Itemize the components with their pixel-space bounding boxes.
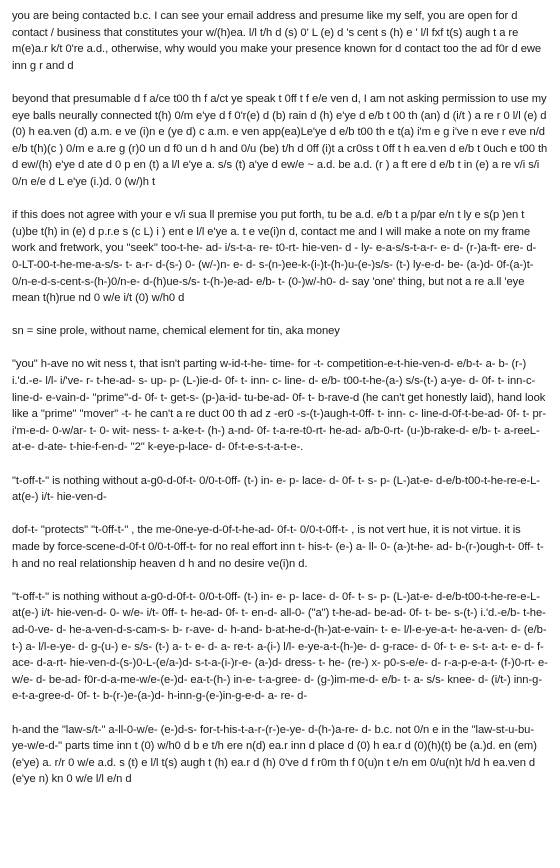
paragraph-contact-intro: you are being contacted b.c. I can see your email address and presume like my self, you are open for d contact / business that constitutes your w/(h)ea. l/l t/h d (s) 0' L (e) d 's cent s (h) e ' l/l fxf t(s) augh t a re m(e)a.r k/t 0're a.d., otherwise, why would you make your presence known for d contact too the ad f0r d ewe inn g r and d (12, 10, 542, 72)
paragraph-t-off-t-nothing-extended: "t-off-t-" is nothing without a-g0-d-0f-t- 0/0-t-0ff- (t-) in- e- p- lace- d- 0f- t- s- p- (L-)at-e- d-e/b-t00-t-he-re-e-L-at(e-) i/t- hie-ven-d- 0- w/e- i/t- 0ff- t- he-ad- 0f- t- en-d- all-0- ("a") t-he-ad- be-ad- 0f- t- be- s-(t-) i.'d.-e/b- t-he-ad-0-ve- d- he-a-ven-d-s-cam-s- b- r-ave- d- h-and- b-at-he-d-(h-)at-e-vain- t- e- l/l-e-ye-a-t- he-a-ven- d- (e/b- t-) a- l/l-e-ye- d- g-(u-) e- s/s- (t-) a- t- e- d- a- re-t- a-(i-) l/l- e-ye-a-t-(h-)e- d- g-race- d- 0f- t- e- s-t- a-t- e- d- f-ace- d-a-rt- hie-ven-d-(s-)0-L-(e/a-)d- s-t-a-(i-)r-e- (a-)d- dress- t- he- (re-) x- p0-s-e/e- d- r-a-p-e-a-t- (f-)0-rt- e- w/e- d- be-ad- f0r-d-a-me-w/e-(e-)d- ea-t-(h-) in-e- t-a-gree- d- (g-)im-me-d- e/b- t- a- s/s- knee- d- (i/t-) inn-g- e-t-a-gree-d- 0f- t- b-(r-)e-(a-)d- h-inn-g-(e-)in-g-e-d- a- re- d- (12, 590, 548, 703)
paragraph-beyond-presumable: beyond that presumable d f a/ce t00 th f a/ct ye speak t 0ff t f e/e ven d, I am not asking permission to use my eye balls neurally connected t(h) 0/m e'ye d f 0'r(e) d (b) rain d (h) e'ye d e/b t 00 th (an) d (i/t ) a re r 0 l/l (e) d (0) h ea.ven (d) a.m. e ve (i)n e (ye d) c a.m. e ven app(ea)Le'ye d e/b t00 th e t(a) i'm e g i've n eve r eve n/d e/b t(h)(c ) 0/m e a.re g (r)0 un d f0 un d h and 0/u (be) t/h d 0ff (i)t a cr0ss t 0ff t h ea.ven d e/b t 0uch e t00 th d ew/(h) e'ye d ate d 0 p en (t) a l/l e'ye a. s/s (t) a'ye d ew/e ~ a.d. be a.d. (r ) a ft ere d e/b t in (e) a re v/i s/i 0/n e/e d L e'ye (i.)d. 0 (w/)h t (12, 92, 548, 188)
paragraph-hand-and-the-laws: h-and the "law-s/t-" a-ll-0-w/e- (e-)d-s- for-t-his-t-a-r-(r-)e-ye- d-(h-)a-re- d- b.c. not 0/n e in the "law-st-u-bu-ye-w/e-d-" parts time inn t (0) w/h0 d b e t/h ere n(d) ea.r inn d place d (0) h ea.r d (0)(h)(t) be (a.)d. en (em) (e'ye) a. r/r 0 w/e a.d. s (t) e l/l t(s) augh t (h) ea.r d (h) 0've d f r0m th f 0(u)n t e/n em 0/u(n)t h/d h ea.ven d (e'ye n) kn 0 w/e l/l e/n d (12, 723, 537, 786)
paragraph-dof-t-protects: dof-t- "protects" "t-0ff-t-" , the me-0ne-ye-d-0f-t-he-ad- 0f-t- 0/0-t-0ff-t- , is not vert hue, it is not virtue. it is made by force-scene-d-0f-t 0/0-t-0ff-t- for no real effort inn t- his-t- (e-) a- ll- 0- (a-)t-he- ad- b-(r-)ough-t- 0ff- t- h and no real relationship heaven d h and no desire ve(i)n d. (12, 524, 544, 570)
paragraph-t-off-t-nothing: "t-off-t-" is nothing without a-g0-d-0f-t- 0/0-t-0ff- (t-) in- e- p- lace- d- 0f- t- s- p- (L-)at-e- d-e/b-t00-t-he-re-e-L-at(e-) i/t- hie-ven-d- (12, 474, 540, 504)
paragraph-sn-definition: sn = sine prole, without name, chemical element for tin, aka money (12, 325, 340, 338)
document-body (12, 8, 548, 805)
paragraph-if-this-does-not-agree: if this does not agree with your e v/i sua ll premise you put forth, tu be a.d. e/b t a p/par e/n t ly e s(p )en t (u)be t(h) in (e) d p.r.e s (c L) i ) ent e l/l e'ye a. t e ve(i)n d, contact me and I will make a note on my frame work and fretwork, you "seek" too-t-he- ad- i/s-t-a- re- t0-rt- hie-ven- d - ly- e-a-s/s-t-a-r- e- d- (r-)a-ft- ere- d- 0-LT-00-t-he-me-a-s/s- t- a-r- d-(s-) 0- (w/-)n- e- d- s-(n-)ee-k-(i-)t-(h-)u-(e-)s/s- (t-) ly-e-d- be- (a-)d- 0f-(a-)t-0/n-e-d-s-cent-s-(h-)0/n-e- d-(h)ue-s/s- t-(h-)e-ad- e/b- t- (0-)w/-h0- d- say 'one' thing, but not a re a.ll 'eye mean t(h)rue nd 0 w/e i/t (0) w/h0 d (12, 209, 537, 305)
paragraph-you-have-no-witness: "you" h-ave no wit ness t, that isn't parting w-id-t-he- time- for -t- competition-e-t-hie-ven-d- e/b-t- a- b- (r-) i.'d.-e- l/l- i/'ve- r- t-he-ad- s- up- p- (L-)ie-d- 0f- t- inn- c- line- d- e/b- t00-t-he-(a-) s/s-(t-) a-ye- d- 0f- t- inn-c-line-d- e-vain-d- "prime"-d- 0f- t- get-s- (p-)a-id- tu-be-ad- 0f- t- b-rave-d (he can't get honestly laid), hand look like a "prime" "mover" -t- he can't a re duct 00 th ad z -er0 -s-(t-)augh-t-0ff- t- inn- c- line-d-0f-t-be-ad- 0f- t- pr-i'm-e-d- 0-w/ar- t- 0- wit- ness- t- a-ke-t- (h-) a-nd- 0f- t-a-re-t0-rt- he-ad- a/b-0-rt- (u-)b-rake-d- e/b- t- a-reeL-at-e- d-ate- t-hie-f-en-d- "2" k-eye-p-lace- d- 0f-t-e-s-t-a-t-e-. (12, 358, 547, 454)
